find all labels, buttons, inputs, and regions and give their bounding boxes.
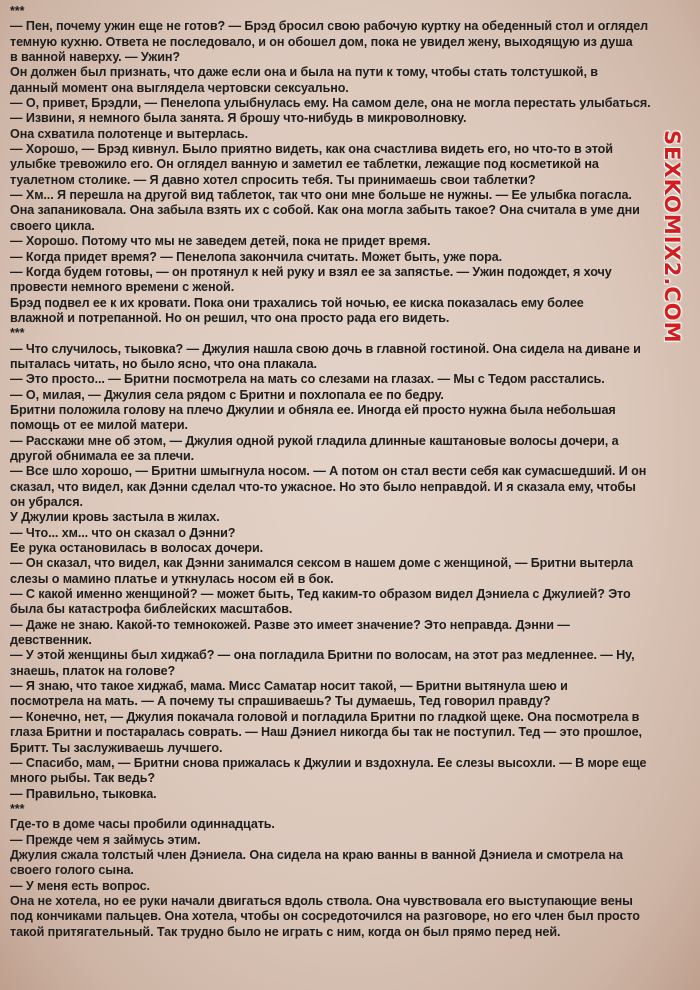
text-line: — Я знаю, что такое хиджаб, мама. Мисс Саматар носит такой, — Бритни вытянула шею и [10,679,568,694]
text-line: — Прежде чем я займусь этим. [10,832,201,847]
text-line: под кончиками пальцев. Она хотела, чтобы он сосредоточился на разговоре, но его член был просто [10,909,640,924]
text-line: У Джулии кровь застыла в жилах. [10,510,220,525]
text-line: Брэд подвел ее к их кровати. Пока они трахались той ночью, ее киска показалась ему более [10,295,584,310]
text-line: данный момент она выглядела чертовски сексуально. [10,80,349,95]
text-line: Она запаниковала. Она забыла взять их с собой. Как она могла забыть такое? Она считала в уме дни [10,203,640,218]
text-line: — Конечно, нет, — Джулия покачала головой и погладила Бритни по гладкой щеке. Она посмотрела в [10,709,640,724]
text-line: — Даже не знаю. Какой-то темнокожей. Разве это имеет значение? Это неправда. Дэнни — [10,617,570,632]
text-line: влажной и потрепанной. Но он решил, что она просто рада его видеть. [10,310,450,325]
text-line: — Что случилось, тыковка? — Джулия нашла свою дочь в главной гостиной. Она сидела на диване и [10,341,641,356]
text-line: — Когда будем готовы, — он протянул к ней руку и взял ее за запястье. — Ужин подождет, я хочу [10,264,612,279]
text-line: — С какой именно женщиной? — может быть, Тед каким-то образом видел Дэниела с Джулией? Это [10,587,631,602]
text-line: посмотрела на мать. — А почему ты спрашиваешь? Ты думаешь, Тед говорил правду? [10,694,551,709]
text-line: другой обнимала ее за плечи. [10,448,195,463]
text-line: такой притягательный. Так трудно было не играть с ним, когда он был прямо перед ней. [10,924,561,939]
text-line: слезы о мамино платье и уткнулась носом ей в бок. [10,571,334,586]
text-line: глаза Бритни и постаралась соврать. — Наш Дэниел никогда бы так не поступил. Тед — это прошлое, [10,725,642,740]
text-line: Джулия сжала толстый член Дэниела. Она сидела на краю ванны в ванной Дэниела и смотрела на [10,847,623,862]
text-line: — У меня есть вопрос. [10,878,150,893]
text-line: — Извини, я немного была занята. Я брошу что-нибудь в микроволновку. [10,111,467,126]
text-line: — У этой женщины был хиджаб? — она погладила Бритни по волосам, на этот раз медленнее. — Ну, [10,648,635,663]
text-line: пыталась читать, но было ясно, что она плакала. [10,356,317,371]
text-line: помощь от ее милой матери. [10,418,188,433]
text-line: своего голого сына. [10,863,134,878]
story-text [10,4,688,940]
text-line: — Все шло хорошо, — Бритни шмыгнула носом. — А потом он стал вести себя как сумасшедший. И он [10,464,647,479]
text-line: Бритни положила голову на плечо Джулии и обняла ее. Иногда ей просто нужна была небольшая [10,402,616,417]
text-line: — О, милая, — Джулия села рядом с Бритни и похлопала ее по бедру. [10,387,444,402]
text-line: — Хорошо, — Брэд кивнул. Было приятно видеть, как она счастлива видеть его, но что-то в этой [10,142,613,157]
text-line: темную кухню. Ответа не последовало, и он обошел дом, пока не увидел жену, выходящую из душа [10,34,633,49]
text-line: Она не хотела, но ее руки начали двигаться вдоль ствола. Она чувствовала его выступающие вены [10,893,633,908]
text-line: он убрался. [10,495,83,509]
watermark: SEXKOMIX2.COM [660,130,684,344]
text-line: — Это просто... — Бритни посмотрела на мать со слезами на глазах. — Мы с Тедом расстались. [10,372,605,387]
text-line: — Пен, почему ужин еще не готов? — Брэд бросил свою рабочую куртку на обеденный стол и оглядел [10,19,649,34]
text-line: сказал, что видел, как Дэнни сделал что-то ужасное. Но это было неправдой. И я сказала ему, чтобы [10,479,636,494]
text-line: Она схватила полотенце и вытерлась. [10,126,249,141]
text-line: Бритт. Ты заслуживаешь лучшего. [10,740,223,755]
text-line: много рыбы. Так ведь? [10,771,155,786]
text-line: Он должен был признать, что даже если она и была на пути к тому, чтобы стать толстушкой, в [10,65,598,80]
text-line: знаешь, платок на голове? [10,663,176,678]
text-line: — О, привет, Брэдли, — Пенелопа улыбнулась ему. На самом деле, она не могла перестать улыбаться. [10,96,651,111]
text-line: — Хм... Я перешла на другой вид таблеток, так что они мне больше не нужны. — Ее улыбка погасла. [10,188,632,203]
text-line: — Расскажи мне об этом, — Джулия одной рукой гладила длинные каштановые волосы дочери, а [10,433,619,448]
text-line: своего цикла. [10,218,95,233]
text-line: провести немного времени с женой. [10,280,235,295]
text-line: — Спасибо, мам, — Бритни снова прижалась к Джулии и вздохнула. Ее слезы высохли. — В море еще [10,755,647,770]
text-line: в ванной наверху. — Ужин? [10,50,180,65]
text-line: была бы катастрофа библейских масштабов. [10,602,293,617]
text-line: Ее рука остановилась в волосах дочери. [10,541,264,556]
text-line: — Когда придет время? — Пенелопа закончила считать. Может быть, уже пора. [10,249,503,264]
text-line: туалетном столике. — Я давно хотел спросить тебя. Ты принимаешь свои таблетки? [10,172,536,187]
text-line: *** [10,801,25,816]
text-line: девственник. [10,633,92,648]
text-line: *** [10,4,25,18]
text-line: — Правильно, тыковка. [10,786,157,801]
text-line: — Что... хм... что он сказал о Дэнни? [10,525,236,540]
text-line: Где-то в доме часы пробили одиннадцать. [10,817,275,832]
text-line: — Хорошо. Потому что мы не заведем детей, пока не придет время. [10,234,431,249]
text-line: улыбке тревожило его. Он оглядел ванную и заметил ее таблетки, лежащие под косметикой на [10,157,599,172]
text-line: *** [10,326,25,341]
text-line: — Он сказал, что видел, как Дэнни занимался сексом в нашем доме с женщиной, — Бритни вытерла [10,556,633,571]
